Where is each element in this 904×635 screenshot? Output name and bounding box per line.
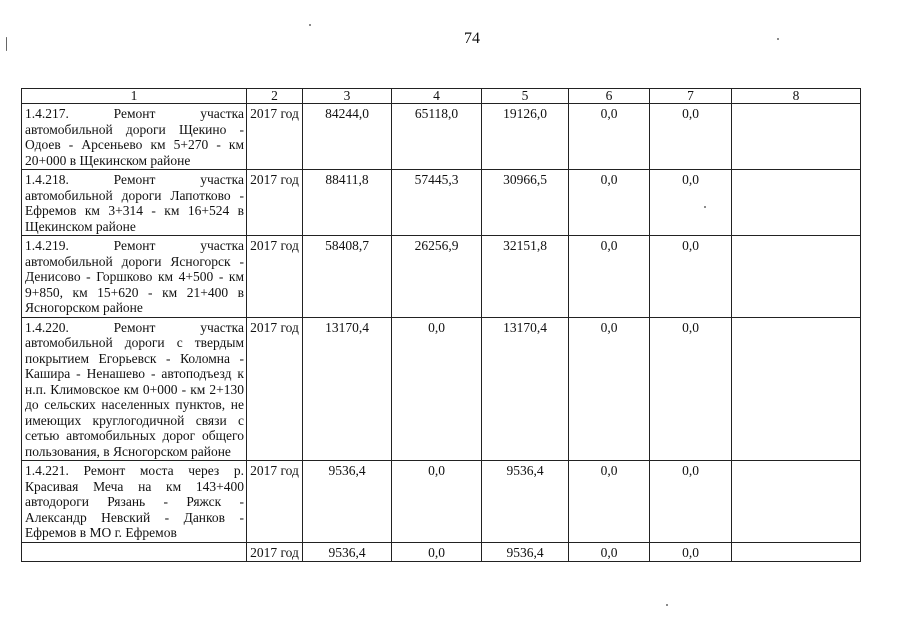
budget-table <box>21 88 861 562</box>
table-row <box>22 461 861 543</box>
item-note <box>732 461 861 543</box>
column-header: 3 <box>303 89 392 104</box>
item-period: 2017 год <box>247 104 303 170</box>
column-header: 2 <box>247 89 303 104</box>
item-total: 9536,4 <box>303 461 392 543</box>
item-value-col7: 0,0 <box>650 317 732 461</box>
table-header-row <box>22 89 861 104</box>
item-value-col7: 0,0 <box>650 170 732 236</box>
item-note <box>732 104 861 170</box>
item-value-col6: 0,0 <box>569 461 650 543</box>
item-value-col7: 0,0 <box>650 542 732 562</box>
item-description: 1.4.219. Ремонт участка автомобильной дороги Ясногорск - Денисово - Горшково км 4+500 - км 9+850, км 15+620 - км 21+400 в Ясногорском районе <box>22 236 247 318</box>
item-value-col5: 13170,4 <box>482 317 569 461</box>
item-description: 1.4.220. Ремонт участка автомобильной дороги с твердым покрытием Егорьевск - Коломна - Кашира - Ненашево - автоподъезд к н.п. Климовское км 0+000 - км 2+130 до сельских населенных пунктов, не имеющих круглогодичной связи с сетью автомобильных дорог общего пользования, в Ясногорском районе <box>22 317 247 461</box>
item-value-col6: 0,0 <box>569 317 650 461</box>
scan-speck <box>309 24 311 26</box>
item-description: 1.4.221. Ремонт моста через р. Красивая Меча на км 143+400 автодороги Рязань - Ряжск - Александр Невский - Данков - Ефремов в МО г. Ефремов <box>22 461 247 543</box>
item-value-col6: 0,0 <box>569 236 650 318</box>
item-value-col7: 0,0 <box>650 236 732 318</box>
item-note <box>732 170 861 236</box>
item-value-col4: 0,0 <box>392 461 482 543</box>
column-header: 8 <box>732 89 861 104</box>
item-period: 2017 год <box>247 542 303 562</box>
scan-speck <box>777 38 779 40</box>
item-description <box>22 542 247 562</box>
item-value-col4: 0,0 <box>392 317 482 461</box>
table-row <box>22 542 861 562</box>
table-row <box>22 104 861 170</box>
scan-speck <box>704 206 706 208</box>
item-total: 13170,4 <box>303 317 392 461</box>
item-value-col6: 0,0 <box>569 104 650 170</box>
item-value-col4: 26256,9 <box>392 236 482 318</box>
item-value-col7: 0,0 <box>650 461 732 543</box>
item-period: 2017 год <box>247 236 303 318</box>
scan-speck <box>666 604 668 606</box>
item-period: 2017 год <box>247 461 303 543</box>
item-value-col5: 19126,0 <box>482 104 569 170</box>
scan-speck <box>6 37 7 51</box>
item-value-col4: 0,0 <box>392 542 482 562</box>
item-description: 1.4.218. Ремонт участка автомобильной дороги Лапотково - Ефремов км 3+314 - км 16+524 в Щекинском районе <box>22 170 247 236</box>
table-row <box>22 317 861 461</box>
item-note <box>732 236 861 318</box>
item-total: 88411,8 <box>303 170 392 236</box>
item-value-col5: 9536,4 <box>482 461 569 543</box>
item-period: 2017 год <box>247 317 303 461</box>
item-total: 9536,4 <box>303 542 392 562</box>
column-header: 6 <box>569 89 650 104</box>
item-value-col4: 65118,0 <box>392 104 482 170</box>
item-value-col5: 9536,4 <box>482 542 569 562</box>
item-value-col7: 0,0 <box>650 104 732 170</box>
page-number: 74 <box>464 30 480 47</box>
column-header: 4 <box>392 89 482 104</box>
item-note <box>732 542 861 562</box>
item-value-col6: 0,0 <box>569 542 650 562</box>
item-value-col5: 30966,5 <box>482 170 569 236</box>
item-total: 84244,0 <box>303 104 392 170</box>
item-total: 58408,7 <box>303 236 392 318</box>
table-row <box>22 236 861 318</box>
item-value-col6: 0,0 <box>569 170 650 236</box>
column-header: 1 <box>22 89 247 104</box>
item-note <box>732 317 861 461</box>
column-header: 5 <box>482 89 569 104</box>
item-description: 1.4.217. Ремонт участка автомобильной дороги Щекино - Одоев - Арсеньево км 5+270 - км 20+000 в Щекинском районе <box>22 104 247 170</box>
column-header: 7 <box>650 89 732 104</box>
item-period: 2017 год <box>247 170 303 236</box>
table-row <box>22 170 861 236</box>
item-value-col4: 57445,3 <box>392 170 482 236</box>
item-value-col5: 32151,8 <box>482 236 569 318</box>
